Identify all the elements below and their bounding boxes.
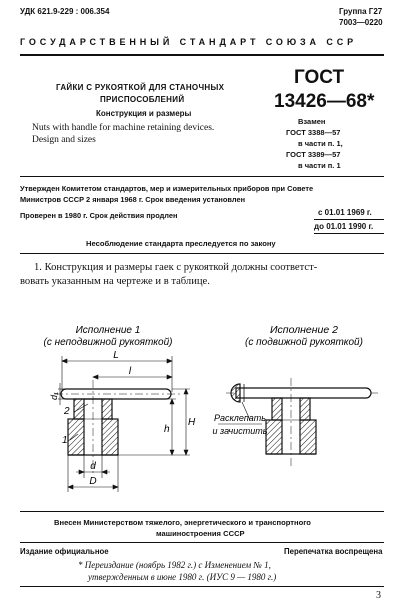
variant-2-title: Исполнение 2 [270,324,338,336]
footer-rule-top [20,511,384,512]
submitted-by-line-2: машиностроения СССР [156,529,245,538]
part-2-label: 2 [64,406,70,417]
submitted-by-line-1: Внесен Министерством тяжелого, энергетического и транспортного [54,518,311,527]
clause-1-line-2: вовать указанным на чертеже и в таблице. [20,276,210,287]
dimension-L-label: L [113,350,119,361]
state-standard-banner: ГОСУДАРСТВЕННЫЙ СТАНДАРТ СОЮЗА ССР [20,37,358,47]
clause-1-line-1: 1. Конструкция и размеры гаек с рукояткой должны соответст- [34,262,318,273]
checked-line: Проверен в 1980 г. Срок действия продлен [20,211,178,220]
gost-label: ГОСТ [294,67,345,88]
group-code: Группа Г27 [339,7,383,16]
dimension-H-label: H [188,417,196,428]
reissue-note-line-1: * Переиздание (ноябрь 1982 г.) с Изменением № 1, [78,560,271,570]
rivet-note-line-2: и зачистить [212,426,268,436]
replaced-standard-2: ГОСТ 3389—57 [286,150,341,159]
title-ru-subtitle: Конструкция и размеры [96,109,192,118]
title-ru-line2: ПРИСПОСОБЛЕНИЙ [100,95,185,104]
dimension-L [62,356,172,392]
dimension-l [93,375,172,379]
rivet-note-line-1: Расклепать [213,413,267,423]
part-1-label: 1 [62,435,68,446]
footer-rule-bottom [20,542,384,543]
title-en-line2: Design and sizes [32,135,96,145]
dimension-h-label: h [164,424,170,435]
variant-1-handle [55,389,180,399]
page-bottom-rule [20,586,384,587]
gost-number: 13426—68* [274,91,375,112]
page-number: 3 [376,590,381,601]
variant-1-subtitle: (с неподвижной рукояткой) [43,337,173,348]
law-warning: Несоблюдение стандарта преследуется по закону [86,239,276,248]
okp-code: 7003—0220 [339,18,383,27]
replaced-instead: Взамен [298,117,326,126]
title-ru-line1: ГАЙКИ С РУКОЯТКОЙ ДЛЯ СТАНОЧНЫХ [56,83,225,92]
replaced-standard-1: ГОСТ 3388—57 [286,128,341,137]
udk-code: УДК 621.9-229 : 006.354 [20,7,110,16]
approval-line-2: Министров СССР 2 января 1968 г. Срок введения установлен [20,195,246,204]
dimension-D-label: D [89,476,97,487]
variant-1-title: Исполнение 1 [75,325,141,336]
validity-date: до 01.01 1990 г. [314,222,374,231]
replaced-standard-1-part: в части п. 1, [298,139,343,148]
dimension-l-label: l [128,366,132,377]
variant-2-subtitle: (с подвижной рукояткой) [245,337,363,348]
official-edition: Издание официальное [20,547,109,556]
dimension-d-label: d [90,461,96,472]
reprint-prohibited: Перепечатка воспрещена [284,547,383,556]
dimension-d1-label: d₁ [49,392,59,400]
reissue-note-line-2: утвержденным в июне 1980 г. (ИУС 9 — 1980 г.) [88,572,277,582]
approval-line-1: Утвержден Комитетом стандартов, мер и измерительных приборов при Совете [20,184,314,193]
title-en-line1: Nuts with handle for machine retaining devices. [32,123,215,133]
replaced-standard-2-part: в части п. 1 [298,161,341,170]
introduction-date: с 01.01 1969 г. [318,208,372,217]
